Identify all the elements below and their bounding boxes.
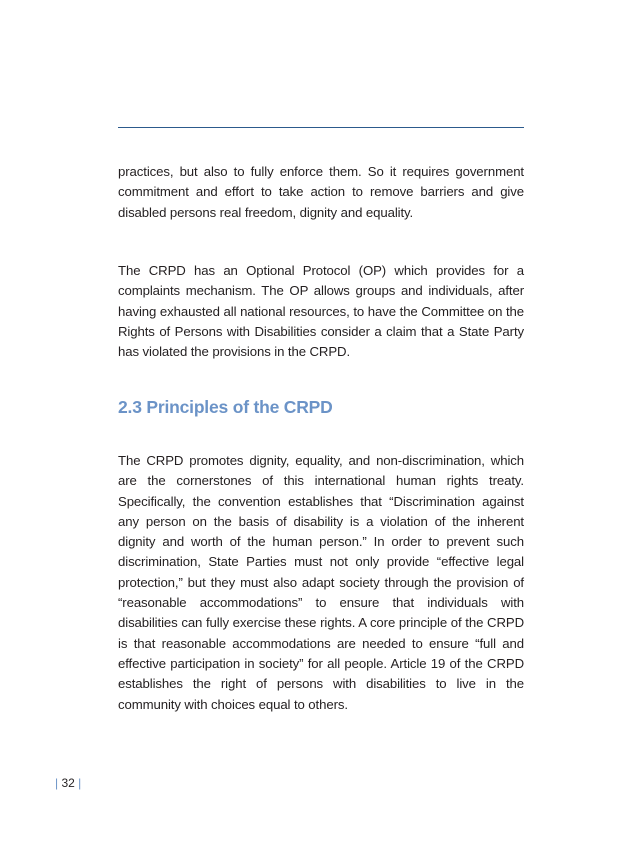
page-number-right-bar: |: [78, 776, 82, 790]
paragraph-principles-text: The CRPD promotes dignity, equality, and non-discrimination, which are the cornerstones of this international human rights treaty. Specifically, the convention establishes that “Discrimination against any person on the basis of disability is a violation of the inherent dignity and worth of the human person.” In order to prevent such discrimination, State Parties must not only provide “effective legal protection,” but they must also adapt society through the provision of “reasonable accommodations” to ensure that individuals with disabilities can fully exercise these rights. A core principle of the CRPD is that reasonable accommodations are needed to ensure “full and effective participation in society” for all people. Article 19 of the CRPD establishes the right of persons with disabilities to live in the community with choices equal to others.: [118, 453, 524, 712]
paragraph-optional-protocol-text: The CRPD has an Optional Protocol (OP) which provides for a complaints mechanism. The OP allows groups and individuals, after having exhausted all national resources, to have the Committee on the Rights of Persons with Disabilities consider a claim that a State Party has violated the provisions in the CRPD.: [118, 263, 524, 360]
paragraph-continued-text: practices, but also to fully enforce them. So it requires government commitment and effort to take action to remove barriers and give disabled persons real freedom, dignity and equality.: [118, 164, 524, 220]
header-rule: [118, 127, 524, 128]
page-number: [55, 776, 81, 790]
paragraph-principles: [118, 451, 524, 715]
page-number-value: 32: [61, 776, 75, 790]
paragraph-continued: [118, 162, 524, 223]
paragraph-optional-protocol: [118, 261, 524, 362]
section-heading: 2.3 Principles of the CRPD: [118, 397, 333, 417]
page-number-left-bar: |: [55, 776, 59, 790]
